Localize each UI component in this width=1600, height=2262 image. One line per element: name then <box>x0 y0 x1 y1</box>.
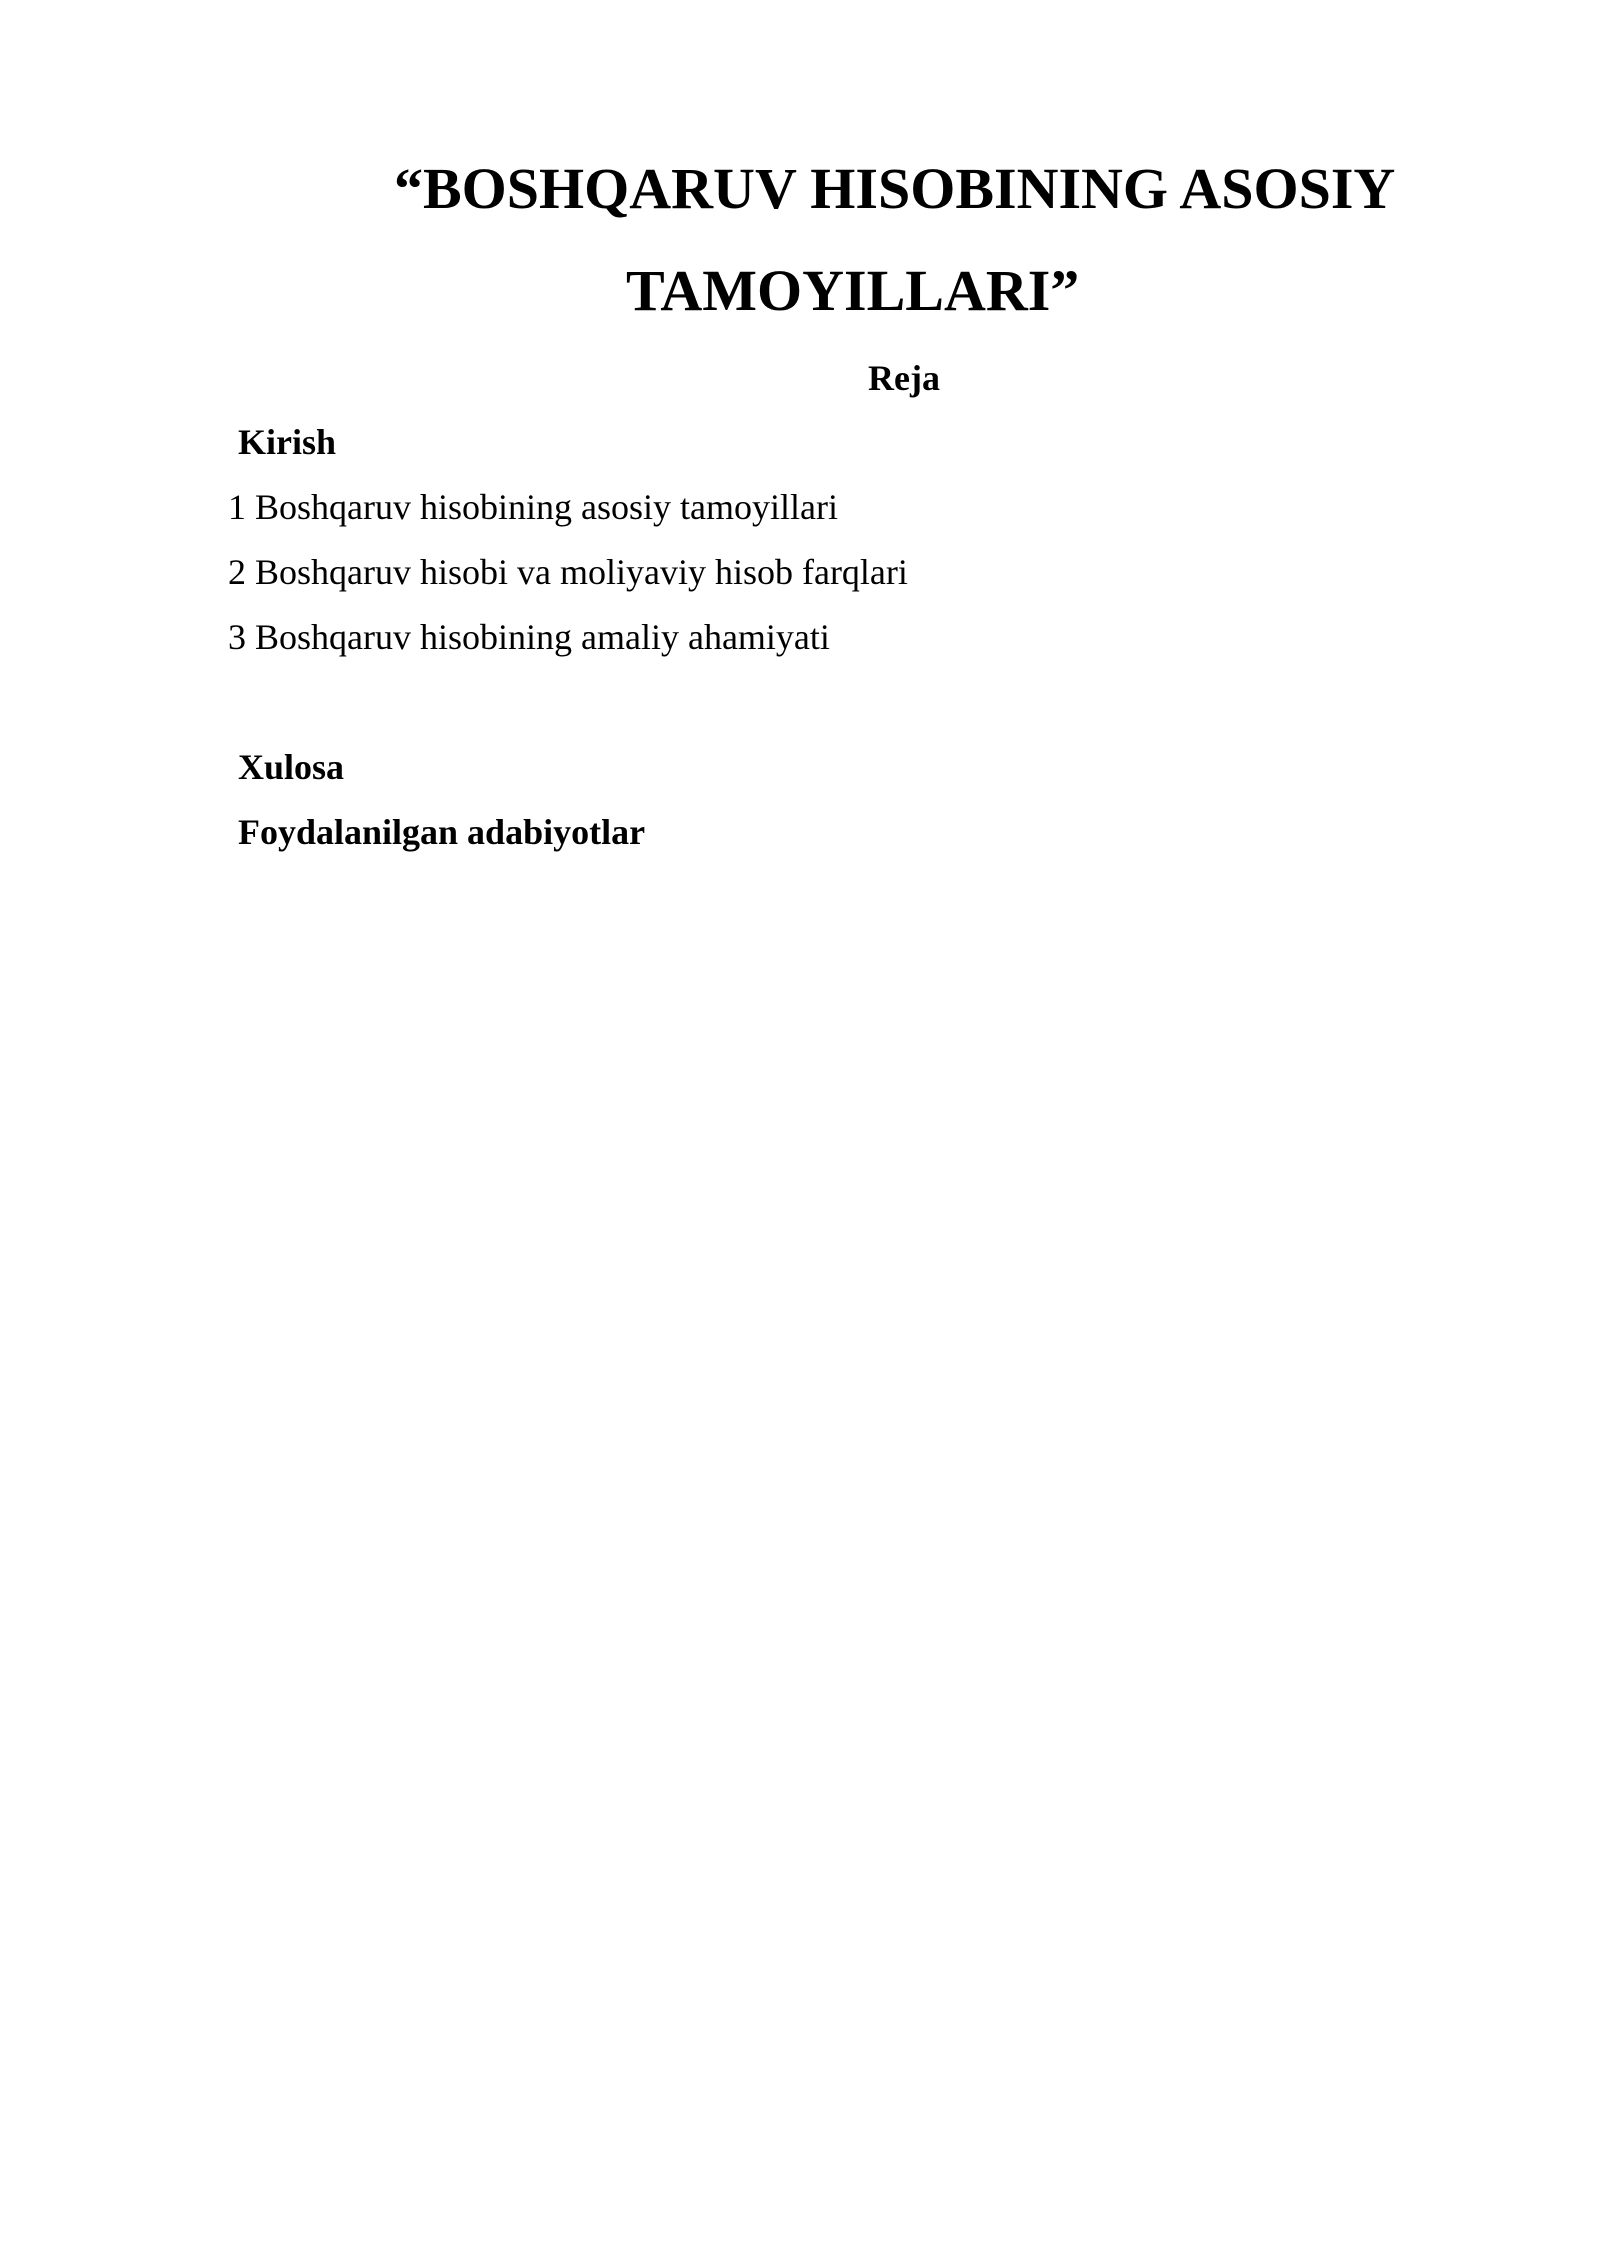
document-title-line-1: “BOSHQARUV HISOBINING ASOSIY <box>394 156 1396 221</box>
references-heading: Foydalanilgan adabiyotlar <box>238 812 646 852</box>
plan-item-2: 2 Boshqaruv hisobi va moliyaviy hisob farqlari <box>228 552 908 592</box>
plan-heading: Reja <box>868 358 940 398</box>
conclusion-heading: Xulosa <box>238 747 345 787</box>
document-title-line-2: TAMOYILLARI” <box>626 258 1080 323</box>
intro-heading: Kirish <box>238 422 337 462</box>
plan-item-1: 1 Boshqaruv hisobining asosiy tamoyillari <box>228 487 838 527</box>
plan-item-3: 3 Boshqaruv hisobining amaliy ahamiyati <box>228 617 830 657</box>
